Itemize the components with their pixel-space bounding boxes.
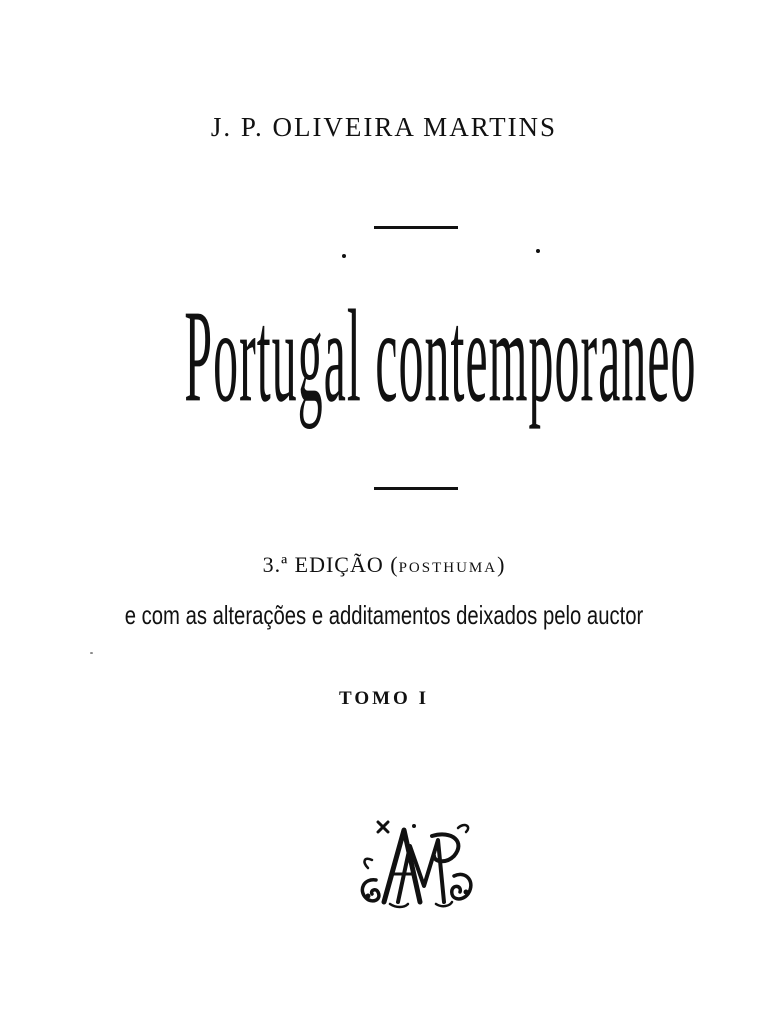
- subtitle-line: e com as alterações e additamentos deixados pelo auctor: [124, 600, 644, 630]
- edition-open-paren: (: [390, 552, 399, 577]
- ink-dot-left: [342, 254, 346, 258]
- author-name: J. P. OLIVEIRA MARTINS: [210, 112, 558, 142]
- ink-dot-right: [536, 249, 540, 253]
- publisher-monogram-icon: [354, 816, 480, 910]
- top-rule: [374, 226, 458, 229]
- edition-close-paren: ): [497, 552, 506, 577]
- edition-number: 3.ª EDIÇÃO: [262, 552, 384, 577]
- book-title: Portugal contemporaneo: [184, 281, 697, 430]
- bottom-rule: [374, 487, 458, 490]
- volume-label: TOMO I: [339, 688, 429, 709]
- edition-line: [0, 552, 768, 578]
- margin-speck: [90, 652, 93, 654]
- edition-note: POSTHUMA: [398, 560, 498, 576]
